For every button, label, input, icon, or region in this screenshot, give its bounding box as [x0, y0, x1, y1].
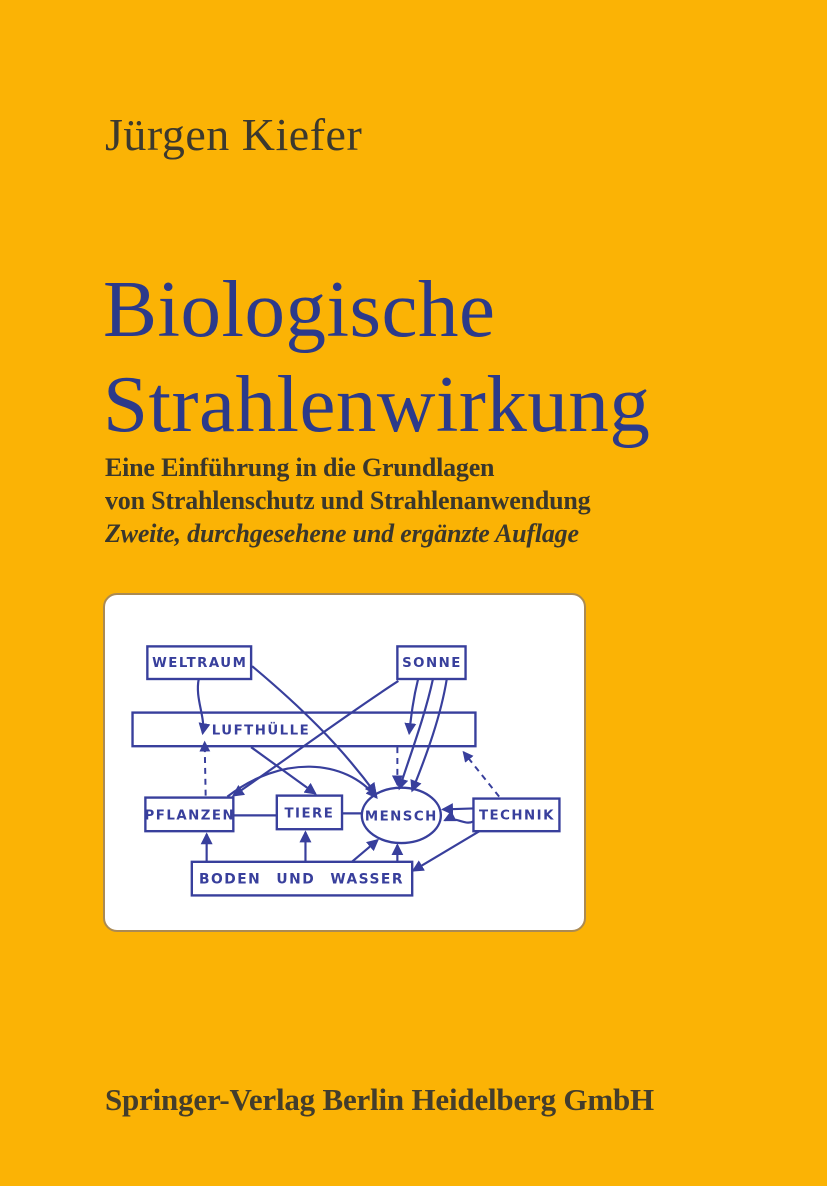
diagram-panel: [103, 593, 586, 932]
node-boden-label: BODEN UND WASSER: [199, 871, 404, 888]
subtitle-line-2: von Strahlenschutz und Strahlenanwendung: [105, 486, 591, 515]
edge-pflanzen-mensch-arc: [227, 767, 376, 798]
edge-technik-lufthuelle-dashed: [464, 752, 500, 796]
edition-note: Zweite, durchgesehene und ergänzte Auflage: [105, 519, 579, 548]
title-line-2: Strahlenwirkung: [103, 359, 651, 449]
author-name: Jürgen Kiefer: [105, 109, 363, 160]
subtitle-line-1: Eine Einführung in die Grundlagen: [105, 453, 495, 482]
node-pflanzen-label: PFLANZEN: [144, 808, 236, 824]
edge-sonne-mensch-1: [399, 679, 433, 789]
edge-technik-mensch-2: [445, 819, 474, 823]
book-title: [103, 262, 650, 452]
node-weltraum-label: WELTRAUM: [152, 656, 248, 672]
node-sonne-label: SONNE: [402, 656, 462, 672]
edge-technik-mensch-1: [443, 808, 474, 809]
edge-weltraum-lufthuelle: [198, 679, 203, 733]
edge-boden-mensch-diagonal: [352, 840, 378, 862]
publisher-name: Springer-Verlag Berlin Heidelberg GmbH: [105, 1082, 654, 1117]
edge-pflanzen-lufthuelle-dashed: [205, 742, 206, 795]
node-technik-label: TECHNIK: [478, 808, 555, 824]
edge-sonne-lufthuelle: [409, 679, 418, 733]
node-mensch-label: MENSCH: [364, 809, 438, 825]
node-tiere-label: TIERE: [284, 806, 335, 822]
subtitle: [105, 451, 590, 517]
environment-diagram: [105, 595, 584, 930]
title-line-1: Biologische: [103, 264, 496, 354]
edge-technik-boden: [413, 831, 479, 871]
node-lufthuelle-label: LUFTHÜLLE: [211, 723, 311, 739]
